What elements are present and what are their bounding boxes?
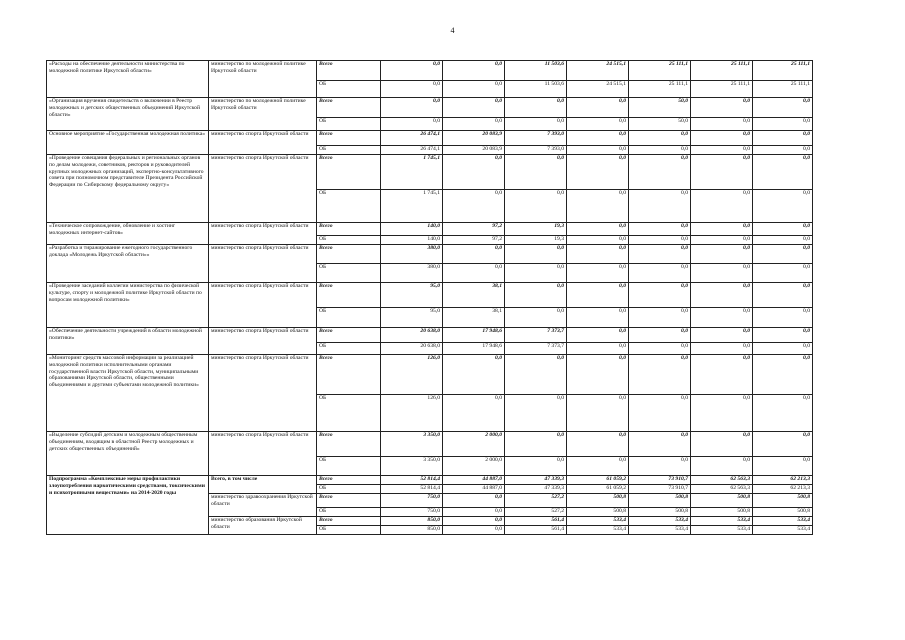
amount-cell: 0,0 bbox=[629, 146, 691, 155]
amount-cell: 533,4 bbox=[691, 517, 753, 526]
amount-cell: 25 111,1 bbox=[753, 81, 813, 98]
amount-cell: 38,1 bbox=[443, 283, 505, 308]
amount-cell: 17 948,6 bbox=[443, 328, 505, 343]
amount-cell: 527,2 bbox=[505, 508, 567, 517]
amount-cell: 95,0 bbox=[381, 283, 443, 308]
amount-cell: 0,0 bbox=[567, 328, 629, 343]
responsible-executor: министерство по молодежной политике Иркутской области bbox=[209, 98, 317, 131]
amount-cell: 0,0 bbox=[443, 98, 505, 118]
amount-cell: 140,0 bbox=[381, 223, 443, 236]
amount-cell: 0,0 bbox=[567, 308, 629, 328]
responsible-executor: министерство спорта Иркутской области bbox=[209, 328, 317, 355]
funding-source: ОБ bbox=[317, 308, 381, 328]
amount-cell: 44 887,0 bbox=[443, 485, 505, 494]
amount-cell: 19,3 bbox=[505, 236, 567, 245]
amount-cell: 0,0 bbox=[691, 118, 753, 131]
funding-source: ОБ bbox=[317, 395, 381, 432]
amount-cell: 0,0 bbox=[567, 245, 629, 264]
amount-cell: 0,0 bbox=[567, 283, 629, 308]
amount-cell: 0,0 bbox=[691, 343, 753, 355]
funding-source: Всего bbox=[317, 61, 381, 81]
table-row bbox=[47, 476, 813, 485]
page-number: 4 bbox=[450, 26, 455, 35]
table-row bbox=[47, 355, 813, 395]
table-row bbox=[47, 155, 813, 190]
funding-source: ОБ bbox=[317, 81, 381, 98]
funding-source: ОБ bbox=[317, 485, 381, 494]
amount-cell: 0,0 bbox=[691, 308, 753, 328]
amount-cell: 0,0 bbox=[753, 155, 813, 190]
responsible-executor: министерство образования Иркутской области bbox=[209, 517, 317, 535]
amount-cell: 750,0 bbox=[381, 508, 443, 517]
amount-cell: 500,8 bbox=[629, 508, 691, 517]
amount-cell: 0,0 bbox=[443, 155, 505, 190]
amount-cell: 0,0 bbox=[629, 245, 691, 264]
amount-cell: 500,8 bbox=[753, 494, 813, 508]
amount-cell: 0,0 bbox=[629, 457, 691, 476]
amount-cell: 25 111,1 bbox=[753, 61, 813, 81]
measure-name: Основное мероприятие «Государственная молодежная политика» bbox=[47, 131, 209, 155]
amount-cell: 561,4 bbox=[505, 517, 567, 526]
amount-cell: 0,0 bbox=[443, 81, 505, 98]
amount-cell: 0,0 bbox=[629, 223, 691, 236]
amount-cell: 0,0 bbox=[629, 355, 691, 395]
amount-cell: 0,0 bbox=[443, 264, 505, 283]
amount-cell: 533,4 bbox=[567, 526, 629, 535]
amount-cell: 0,0 bbox=[567, 264, 629, 283]
funding-source: Всего bbox=[317, 155, 381, 190]
amount-cell: 0,0 bbox=[753, 264, 813, 283]
amount-cell: 0,0 bbox=[691, 264, 753, 283]
amount-cell: 0,0 bbox=[691, 98, 753, 118]
amount-cell: 26 474,1 bbox=[381, 131, 443, 146]
measure-name: «Обеспечение деятельности учреждений в области молодежной политики» bbox=[47, 328, 209, 355]
funding-source: ОБ bbox=[317, 236, 381, 245]
amount-cell: 0,0 bbox=[753, 131, 813, 146]
amount-cell: 0,0 bbox=[443, 245, 505, 264]
amount-cell: 0,0 bbox=[381, 98, 443, 118]
amount-cell: 0,0 bbox=[567, 223, 629, 236]
amount-cell: 850,0 bbox=[381, 526, 443, 535]
amount-cell: 0,0 bbox=[691, 155, 753, 190]
amount-cell: 50,0 bbox=[629, 118, 691, 131]
amount-cell: 61 059,2 bbox=[567, 476, 629, 485]
amount-cell: 0,0 bbox=[691, 432, 753, 457]
amount-cell: 61 059,2 bbox=[567, 485, 629, 494]
amount-cell: 0,0 bbox=[443, 494, 505, 508]
amount-cell: 0,0 bbox=[443, 517, 505, 526]
amount-cell: 0,0 bbox=[505, 432, 567, 457]
amount-cell: 0,0 bbox=[753, 457, 813, 476]
amount-cell: 0,0 bbox=[691, 146, 753, 155]
amount-cell: 0,0 bbox=[691, 395, 753, 432]
amount-cell: 0,0 bbox=[629, 264, 691, 283]
amount-cell: 26 474,1 bbox=[381, 146, 443, 155]
amount-cell: 0,0 bbox=[753, 343, 813, 355]
amount-cell: 140,0 bbox=[381, 236, 443, 245]
amount-cell: 750,0 bbox=[381, 494, 443, 508]
amount-cell: 25 111,1 bbox=[629, 81, 691, 98]
funding-source: ОБ bbox=[317, 457, 381, 476]
amount-cell: 0,0 bbox=[505, 264, 567, 283]
amount-cell: 0,0 bbox=[629, 395, 691, 432]
amount-cell: 0,0 bbox=[691, 245, 753, 264]
amount-cell: 500,8 bbox=[629, 494, 691, 508]
amount-cell: 1 745,1 bbox=[381, 155, 443, 190]
funding-source: Всего bbox=[317, 476, 381, 485]
funding-source: ОБ bbox=[317, 146, 381, 155]
amount-cell: 24 515,1 bbox=[567, 81, 629, 98]
funding-source: Всего bbox=[317, 432, 381, 457]
amount-cell: 0,0 bbox=[753, 395, 813, 432]
amount-cell: 533,4 bbox=[629, 517, 691, 526]
amount-cell: 3 350,0 bbox=[381, 457, 443, 476]
amount-cell: 850,0 bbox=[381, 517, 443, 526]
amount-cell: 0,0 bbox=[691, 355, 753, 395]
measure-name: «Проведение заседаний коллегии министерства по физической культуре, спорту и молодежной политике Иркутской области по вопросам молодежной политики» bbox=[47, 283, 209, 328]
amount-cell: 2 000,0 bbox=[443, 457, 505, 476]
amount-cell: 0,0 bbox=[753, 98, 813, 118]
amount-cell: 0,0 bbox=[753, 328, 813, 343]
amount-cell: 0,0 bbox=[505, 155, 567, 190]
amount-cell: 0,0 bbox=[753, 223, 813, 236]
measure-name: «Техническое сопровождение, обновление и хостинг молодежных интернет-сайтов» bbox=[47, 223, 209, 245]
table-row bbox=[47, 223, 813, 236]
amount-cell: 62 563,3 bbox=[691, 476, 753, 485]
funding-source: ОБ bbox=[317, 508, 381, 517]
amount-cell: 0,0 bbox=[567, 355, 629, 395]
funding-source: Всего bbox=[317, 245, 381, 264]
amount-cell: 0,0 bbox=[629, 131, 691, 146]
amount-cell: 24 515,1 bbox=[567, 61, 629, 81]
amount-cell: 0,0 bbox=[567, 146, 629, 155]
measure-name: «Мониторинг средств массовой информации за реализацией молодежной политики исполнительными органами государственной власти Иркутской области, муниципальными образованиями Иркутской области, общественными объединениями и другими субъектами молодежной политики» bbox=[47, 355, 209, 432]
table-row bbox=[47, 283, 813, 308]
amount-cell: 0,0 bbox=[567, 118, 629, 131]
amount-cell: 0,0 bbox=[753, 190, 813, 223]
table-row bbox=[47, 245, 813, 264]
amount-cell: 533,4 bbox=[691, 526, 753, 535]
amount-cell: 0,0 bbox=[629, 432, 691, 457]
responsible-executor: министерство спорта Иркутской области bbox=[209, 131, 317, 155]
funding-source: Всего bbox=[317, 328, 381, 343]
amount-cell: 0,0 bbox=[753, 118, 813, 131]
responsible-executor: Всего, в том числе bbox=[209, 476, 317, 494]
amount-cell: 500,8 bbox=[567, 508, 629, 517]
amount-cell: 0,0 bbox=[505, 308, 567, 328]
amount-cell: 97,2 bbox=[443, 223, 505, 236]
amount-cell: 25 111,1 bbox=[691, 81, 753, 98]
amount-cell: 0,0 bbox=[691, 236, 753, 245]
amount-cell: 20 638,0 bbox=[381, 328, 443, 343]
amount-cell: 0,0 bbox=[629, 283, 691, 308]
amount-cell: 3 350,0 bbox=[381, 432, 443, 457]
amount-cell: 0,0 bbox=[691, 131, 753, 146]
amount-cell: 25 111,1 bbox=[691, 61, 753, 81]
amount-cell: 0,0 bbox=[505, 395, 567, 432]
table-row bbox=[47, 61, 813, 81]
amount-cell: 0,0 bbox=[505, 118, 567, 131]
amount-cell: 0,0 bbox=[443, 526, 505, 535]
table-row bbox=[47, 98, 813, 118]
amount-cell: 0,0 bbox=[567, 343, 629, 355]
amount-cell: 0,0 bbox=[443, 61, 505, 81]
amount-cell: 11 503,6 bbox=[505, 81, 567, 98]
amount-cell: 561,4 bbox=[505, 526, 567, 535]
amount-cell: 44 887,0 bbox=[443, 476, 505, 485]
amount-cell: 126,0 bbox=[381, 355, 443, 395]
amount-cell: 17 948,6 bbox=[443, 343, 505, 355]
responsible-executor: министерство спорта Иркутской области bbox=[209, 355, 317, 432]
amount-cell: 0,0 bbox=[567, 457, 629, 476]
amount-cell: 7 373,7 bbox=[505, 328, 567, 343]
measure-name: «Проведение совещания федеральных и региональных органов по делам молодежи, советников, ректоров и руководителей крупных молодежных организаций, экспертно-консультативного совета при полномочном представителе Президента Российской Федерации по Сибирскому федеральному округу» bbox=[47, 155, 209, 223]
amount-cell: 73 910,7 bbox=[629, 476, 691, 485]
amount-cell: 126,0 bbox=[381, 395, 443, 432]
amount-cell: 95,0 bbox=[381, 308, 443, 328]
amount-cell: 0,0 bbox=[753, 308, 813, 328]
amount-cell: 0,0 bbox=[567, 190, 629, 223]
amount-cell: 0,0 bbox=[629, 343, 691, 355]
amount-cell: 0,0 bbox=[443, 118, 505, 131]
funding-source: Всего bbox=[317, 283, 381, 308]
amount-cell: 533,4 bbox=[567, 517, 629, 526]
amount-cell: 7 373,7 bbox=[505, 343, 567, 355]
amount-cell: 38,1 bbox=[443, 308, 505, 328]
budget-table bbox=[46, 60, 813, 535]
amount-cell: 0,0 bbox=[753, 236, 813, 245]
amount-cell: 62 213,3 bbox=[753, 485, 813, 494]
funding-source: ОБ bbox=[317, 264, 381, 283]
amount-cell: 533,4 bbox=[629, 526, 691, 535]
amount-cell: 0,0 bbox=[629, 236, 691, 245]
amount-cell: 0,0 bbox=[505, 457, 567, 476]
amount-cell: 0,0 bbox=[381, 81, 443, 98]
amount-cell: 52 814,4 bbox=[381, 476, 443, 485]
amount-cell: 0,0 bbox=[753, 245, 813, 264]
measure-name: «Выделение субсидий детским и молодежным общественным объединениям, входящим в областной Реестр молодежных и детских общественных объединений» bbox=[47, 432, 209, 476]
amount-cell: 0,0 bbox=[629, 308, 691, 328]
amount-cell: 50,0 bbox=[629, 98, 691, 118]
amount-cell: 0,0 bbox=[505, 98, 567, 118]
amount-cell: 0,0 bbox=[567, 98, 629, 118]
responsible-executor: министерство спорта Иркутской области bbox=[209, 283, 317, 328]
amount-cell: 47 339,3 bbox=[505, 485, 567, 494]
amount-cell: 20 638,0 bbox=[381, 343, 443, 355]
table-row bbox=[47, 131, 813, 146]
amount-cell: 0,0 bbox=[753, 146, 813, 155]
funding-source: ОБ bbox=[317, 118, 381, 131]
amount-cell: 0,0 bbox=[567, 155, 629, 190]
amount-cell: 0,0 bbox=[443, 508, 505, 517]
amount-cell: 0,0 bbox=[505, 283, 567, 308]
amount-cell: 0,0 bbox=[505, 190, 567, 223]
responsible-executor: министерство по молодежной политике Иркутской области bbox=[209, 61, 317, 98]
amount-cell: 0,0 bbox=[691, 457, 753, 476]
amount-cell: 11 503,6 bbox=[505, 61, 567, 81]
table-row bbox=[47, 328, 813, 343]
amount-cell: 0,0 bbox=[381, 61, 443, 81]
amount-cell: 7 393,0 bbox=[505, 146, 567, 155]
funding-source: Всего bbox=[317, 98, 381, 118]
subprogram-name: Подпрограмма «Комплексные меры профилактики злоупотребления наркотическими средствами, токсическими и психотропными веществами» на 2014-2020 годы bbox=[47, 476, 209, 535]
amount-cell: 500,8 bbox=[691, 494, 753, 508]
amount-cell: 47 339,3 bbox=[505, 476, 567, 485]
amount-cell: 0,0 bbox=[691, 223, 753, 236]
amount-cell: 533,4 bbox=[753, 517, 813, 526]
amount-cell: 0,0 bbox=[381, 118, 443, 131]
amount-cell: 0,0 bbox=[443, 355, 505, 395]
amount-cell: 0,0 bbox=[629, 328, 691, 343]
funding-source: Всего bbox=[317, 223, 381, 236]
amount-cell: 62 213,3 bbox=[753, 476, 813, 485]
amount-cell: 0,0 bbox=[753, 432, 813, 457]
amount-cell: 533,4 bbox=[753, 526, 813, 535]
funding-source: Всего bbox=[317, 517, 381, 526]
amount-cell: 527,2 bbox=[505, 494, 567, 508]
amount-cell: 500,8 bbox=[691, 508, 753, 517]
funding-source: ОБ bbox=[317, 190, 381, 223]
amount-cell: 73 910,7 bbox=[629, 485, 691, 494]
amount-cell: 2 000,0 bbox=[443, 432, 505, 457]
amount-cell: 500,8 bbox=[567, 494, 629, 508]
amount-cell: 380,0 bbox=[381, 245, 443, 264]
amount-cell: 0,0 bbox=[567, 432, 629, 457]
amount-cell: 0,0 bbox=[753, 355, 813, 395]
amount-cell: 0,0 bbox=[443, 395, 505, 432]
amount-cell: 380,0 bbox=[381, 264, 443, 283]
responsible-executor: министерство спорта Иркутской области bbox=[209, 155, 317, 223]
amount-cell: 500,8 bbox=[753, 508, 813, 517]
table-row bbox=[47, 432, 813, 457]
amount-cell: 52 814,4 bbox=[381, 485, 443, 494]
amount-cell: 19,3 bbox=[505, 223, 567, 236]
amount-cell: 0,0 bbox=[567, 131, 629, 146]
amount-cell: 1 745,1 bbox=[381, 190, 443, 223]
amount-cell: 25 111,1 bbox=[629, 61, 691, 81]
responsible-executor: министерство спорта Иркутской области bbox=[209, 223, 317, 245]
responsible-executor: министерство спорта Иркутской области bbox=[209, 432, 317, 476]
funding-source: ОБ bbox=[317, 526, 381, 535]
amount-cell: 0,0 bbox=[629, 155, 691, 190]
funding-source: ОБ bbox=[317, 343, 381, 355]
amount-cell: 0,0 bbox=[567, 395, 629, 432]
measure-name: «Расходы на обеспечение деятельности министерства по молодежной политике Иркутской области» bbox=[47, 61, 209, 98]
amount-cell: 0,0 bbox=[691, 283, 753, 308]
amount-cell: 0,0 bbox=[567, 236, 629, 245]
funding-source: Всего bbox=[317, 355, 381, 395]
funding-source: Всего bbox=[317, 494, 381, 508]
amount-cell: 0,0 bbox=[753, 283, 813, 308]
amount-cell: 0,0 bbox=[629, 190, 691, 223]
amount-cell: 0,0 bbox=[443, 190, 505, 223]
responsible-executor: министерство здравоохранения Иркутской области bbox=[209, 494, 317, 517]
responsible-executor: министерство спорта Иркутской области bbox=[209, 245, 317, 283]
amount-cell: 7 393,0 bbox=[505, 131, 567, 146]
measure-name: «Разработка и тиражирование ежегодного государственного доклада «Молодежь Иркутской области»» bbox=[47, 245, 209, 283]
amount-cell: 0,0 bbox=[505, 355, 567, 395]
amount-cell: 97,2 bbox=[443, 236, 505, 245]
measure-name: «Организация вручения свидетельств о включении в Реестр молодежных и детских общественных объединений Иркутской области» bbox=[47, 98, 209, 131]
amount-cell: 20 083,9 bbox=[443, 131, 505, 146]
amount-cell: 0,0 bbox=[691, 190, 753, 223]
funding-source: Всего bbox=[317, 131, 381, 146]
amount-cell: 62 563,3 bbox=[691, 485, 753, 494]
amount-cell: 20 083,9 bbox=[443, 146, 505, 155]
amount-cell: 0,0 bbox=[505, 245, 567, 264]
amount-cell: 0,0 bbox=[691, 328, 753, 343]
